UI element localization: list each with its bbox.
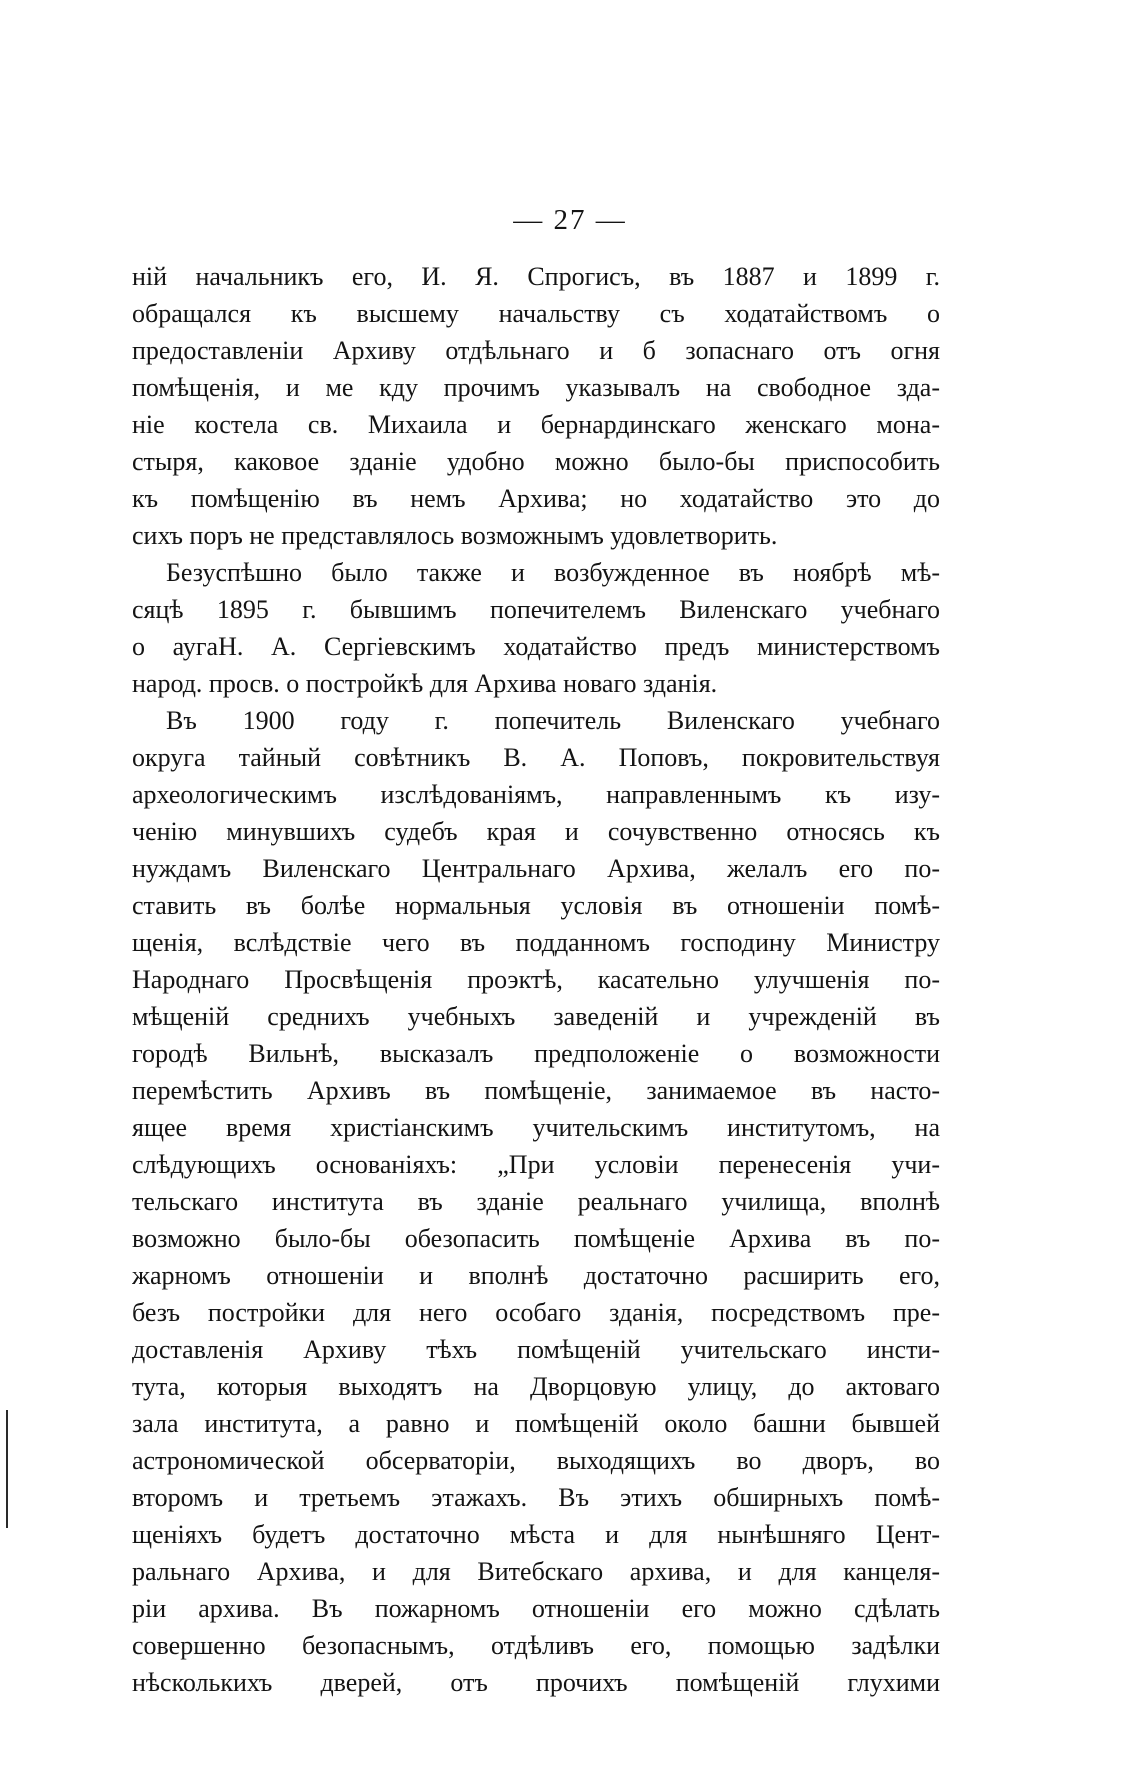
- text-line: ріи архива. Въ пожарномъ отношеніи его можно сдѣлать: [132, 1594, 940, 1623]
- text-line: Безуспѣшно было также и возбужденное въ ноябрѣ мѣ-: [166, 558, 940, 587]
- paragraph-1: [132, 258, 940, 554]
- text-line: нѣсколькихъ дверей, отъ прочихъ помѣщеній глухими: [132, 1668, 940, 1697]
- text-line: ральнаго Архива, и для Витебскаго архива, и для канцеля-: [132, 1557, 940, 1586]
- text-line: о аугаН. А. Сергіевскимъ ходатайство предъ министерствомъ: [132, 632, 940, 661]
- text-line: нуждамъ Виленскаго Центральнаго Архива, желалъ его по-: [132, 854, 940, 883]
- text-line: ченію минувшихъ судебъ края и сочувственно относясь къ: [132, 817, 940, 846]
- text-line: археологическимъ изслѣдованіямъ, направленнымъ къ изу-: [132, 780, 940, 809]
- paragraph-2: [132, 554, 940, 702]
- text-line: помѣщенія, и ме кду прочимъ указывалъ на свободное зда-: [132, 373, 940, 402]
- text-line: обращался къ высшему начальству съ ходатайствомъ о: [132, 299, 940, 328]
- text-line: безъ постройки для него особаго зданія, посредствомъ пре-: [132, 1298, 940, 1327]
- text-line: второмъ и третьемъ этажахъ. Въ этихъ обширныхъ помѣ-: [132, 1483, 940, 1512]
- text-line: совершенно безопаснымъ, отдѣливъ его, помощью задѣлки: [132, 1631, 940, 1660]
- text-line: округа тайный совѣтникъ В. А. Поповъ, покровительствуя: [132, 743, 940, 772]
- text-line: тельскаго института въ зданіе реальнаго училища, вполнѣ: [132, 1187, 940, 1216]
- text-line: доставленія Архиву тѣхъ помѣщеній учительскаго инсти-: [132, 1335, 940, 1364]
- margin-scan-line: [6, 1410, 8, 1528]
- text-line: мѣщеній среднихъ учебныхъ заведеній и учрежденій въ: [132, 1002, 940, 1031]
- text-line: стыря, каковое зданіе удобно можно было-бы приспособить: [132, 447, 940, 476]
- text-line: Въ 1900 году г. попечитель Виленскаго учебнаго: [166, 706, 940, 735]
- text-line: народ. просв. о постройкѣ для Архива новаго зданія.: [132, 669, 718, 698]
- text-line: щенія, вслѣдствіе чего въ подданномъ господину Министру: [132, 928, 940, 957]
- text-line: ящее время христіанскимъ учительскимъ институтомъ, на: [132, 1113, 940, 1142]
- text-line: сяцѣ 1895 г. бывшимъ попечителемъ Виленскаго учебнаго: [132, 595, 940, 624]
- text-line: городѣ Вильнѣ, высказалъ предположеніе о возможности: [132, 1039, 940, 1068]
- text-line: жарномъ отношеніи и вполнѣ достаточно расширить его,: [132, 1261, 940, 1290]
- text-line: возможно было-бы обезопасить помѣщеніе Архива въ по-: [132, 1224, 940, 1253]
- text-line: предоставленіи Архиву отдѣльнаго и б зопаснаго отъ огня: [132, 336, 940, 365]
- text-line: ставить въ болѣе нормальныя условія въ отношеніи помѣ-: [132, 891, 940, 920]
- text-line: къ помѣщенію въ немъ Архива; но ходатайство это до: [132, 484, 940, 513]
- text-line: слѣдующихъ основаніяхъ: „При условіи перенесенія учи-: [132, 1150, 940, 1179]
- text-line: Народнаго Просвѣщенія проэктѣ, касательно улучшенія по-: [132, 965, 940, 994]
- page-number: — 27 —: [513, 204, 627, 236]
- text-line: ній начальникъ его, И. Я. Спрогисъ, въ 1887 и 1899 г.: [132, 262, 940, 291]
- text-line: астрономической обсерваторіи, выходящихъ во дворъ, во: [132, 1446, 940, 1475]
- text-line: перемѣстить Архивъ въ помѣщеніе, занимаемое въ насто-: [132, 1076, 940, 1105]
- paragraph-3: [132, 702, 940, 1701]
- text-line: щеніяхъ будетъ достаточно мѣста и для нынѣшняго Цент-: [132, 1520, 940, 1549]
- text-line: сихъ поръ не представлялось возможнымъ удовлетворить.: [132, 521, 778, 550]
- body-text: [132, 258, 940, 1701]
- text-line: тута, которыя выходятъ на Дворцовую улицу, до актоваго: [132, 1372, 940, 1401]
- text-line: ніе костела св. Михаила и бернардинскаго женскаго мона-: [132, 410, 940, 439]
- text-line: зала института, а равно и помѣщеній около башни бывшей: [132, 1409, 940, 1438]
